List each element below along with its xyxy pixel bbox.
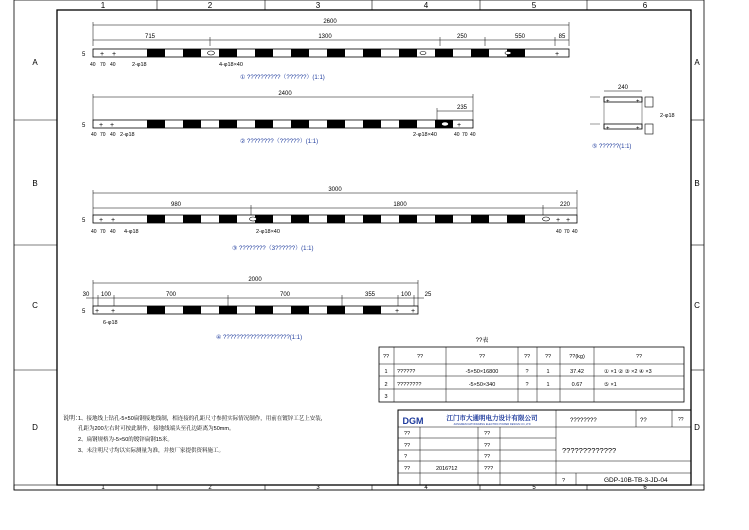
bom-header-no: ?? bbox=[382, 354, 390, 360]
v2-stripes bbox=[147, 120, 453, 128]
v2-end-dim-r3: 40 bbox=[470, 132, 476, 138]
col-label-3: 3 bbox=[315, 1, 321, 10]
company-name: 江门市大通明电力设计有限公司 bbox=[446, 415, 538, 422]
bom-r2-name: ???????? bbox=[397, 382, 422, 388]
tb-cell-r4: ?? bbox=[404, 466, 411, 472]
paint-stripe bbox=[507, 215, 525, 223]
v3-label-slots: 2-φ18×40 bbox=[256, 229, 280, 235]
v3-slot-hole-2 bbox=[543, 217, 550, 221]
view-1 bbox=[82, 19, 569, 81]
paint-stripe bbox=[399, 215, 417, 223]
notes-line-2: 孔距为200左右时可按此制作，接地线端头至孔边距离为50mm。 bbox=[78, 426, 235, 432]
bom-header-spec: ?? bbox=[478, 354, 486, 360]
v4-hole-marker-2: + bbox=[111, 308, 116, 315]
v4-dim-100a: 100 bbox=[100, 292, 112, 298]
tb-cell-r1b: ?? bbox=[484, 431, 491, 437]
tb-cell-design: ?? bbox=[640, 418, 647, 424]
paint-stripe bbox=[147, 215, 165, 223]
paint-stripe bbox=[183, 215, 201, 223]
col-label-bottom-3: 3 bbox=[316, 485, 320, 491]
view-2 bbox=[82, 91, 476, 145]
v1-hole-marker-1: + bbox=[100, 51, 105, 58]
paint-stripe bbox=[363, 306, 381, 314]
bom-header-unit: ?? bbox=[523, 354, 531, 360]
bom-r2-spec: -5×50×340 bbox=[468, 382, 496, 388]
paint-stripe bbox=[183, 49, 201, 57]
notes-block bbox=[63, 414, 326, 454]
paint-stripe bbox=[363, 215, 381, 223]
bom-r1-unit: ? bbox=[525, 369, 529, 375]
col-label-bottom-4: 4 bbox=[424, 485, 428, 491]
v3-end-dim-l2: 70 bbox=[100, 229, 106, 235]
v3-dim-980: 980 bbox=[170, 202, 182, 208]
v2-caption: ② ????????（??????）(1:1) bbox=[240, 139, 319, 145]
col-label-6: 6 bbox=[642, 1, 648, 10]
paint-stripe bbox=[219, 215, 237, 223]
v1-dim-550: 550 bbox=[514, 34, 526, 40]
v1-end-dim-3: 40 bbox=[110, 62, 116, 68]
v5-hole-marker-3: + bbox=[606, 126, 610, 132]
bom-header-remark: ?? bbox=[635, 354, 643, 360]
col-label-bottom-2: 2 bbox=[208, 485, 212, 491]
col-label-bottom-5: 5 bbox=[532, 485, 536, 491]
v1-slot-hole bbox=[208, 51, 215, 55]
v1-caption: ① ??????????（??????）(1:1) bbox=[240, 75, 325, 81]
row-label-d-right: D bbox=[694, 423, 700, 432]
v5-side-bar-top bbox=[645, 97, 653, 107]
v5-width-dim: 240 bbox=[617, 85, 629, 91]
v4-dim-700a: 700 bbox=[165, 292, 177, 298]
col-label-1: 1 bbox=[100, 1, 106, 10]
bom-r2-weight: 0.67 bbox=[571, 382, 583, 388]
v3-end-dim-r1: 40 bbox=[556, 229, 562, 235]
bom-r2-qty: 1 bbox=[546, 382, 550, 388]
company-logo: DGM bbox=[402, 416, 424, 426]
v4-hole-marker-5: + bbox=[395, 308, 400, 315]
paint-stripe bbox=[255, 306, 273, 314]
v4-stripes bbox=[147, 306, 381, 314]
paint-stripe bbox=[147, 120, 165, 128]
v1-stripes bbox=[147, 49, 525, 57]
v1-dim-715: 715 bbox=[144, 34, 156, 40]
v1-end-dim-1: 40 bbox=[90, 62, 96, 68]
v3-total-dim: 3000 bbox=[328, 187, 342, 193]
v2-hole-marker-1: + bbox=[99, 122, 104, 129]
bottom-border-strip bbox=[14, 485, 704, 490]
col-label-2: 2 bbox=[207, 1, 213, 10]
v2-end-dim-r2: 70 bbox=[462, 132, 468, 138]
drawing-title: ????????????? bbox=[562, 446, 617, 455]
paint-stripe bbox=[255, 120, 273, 128]
col-label-4: 4 bbox=[423, 1, 429, 10]
view-3 bbox=[82, 187, 578, 252]
v2-end-dim-l3: 40 bbox=[110, 132, 116, 138]
paint-stripe bbox=[291, 120, 309, 128]
v1-dim-1300: 1300 bbox=[318, 34, 332, 40]
row-label-a-right: A bbox=[694, 58, 700, 67]
v5-side-bar-bottom bbox=[645, 124, 653, 134]
col-label-bottom-1: 1 bbox=[101, 485, 105, 491]
v4-dim-30: 30 bbox=[82, 292, 90, 298]
bom-header-name: ?? bbox=[416, 354, 424, 360]
paint-stripe bbox=[327, 120, 345, 128]
col-label-bottom-6: 6 bbox=[643, 485, 647, 491]
v4-dim-700b: 700 bbox=[279, 292, 291, 298]
v3-end-dim-l3: 40 bbox=[110, 229, 116, 235]
v3-hole-marker-2: + bbox=[111, 217, 116, 224]
v5-caption: ⑤ ??????(1:1) bbox=[592, 144, 632, 150]
paint-stripe bbox=[471, 49, 489, 57]
company-name-en: JIANGMEN DATONGMING ELECTRIC POWER DESIGN CO.,LTD bbox=[453, 423, 531, 426]
v1-dim-85: 85 bbox=[558, 34, 566, 40]
paint-stripe bbox=[327, 215, 345, 223]
bom-r1-weight: 37.42 bbox=[570, 369, 584, 375]
paint-stripe bbox=[291, 49, 309, 57]
v2-hole-marker-3: + bbox=[457, 122, 462, 129]
v3-end-dim-r2: 70 bbox=[564, 229, 570, 235]
paint-stripe bbox=[327, 49, 345, 57]
notes-line-3: 2、扁钢规格为-5×50的镀锌扁钢15米。 bbox=[78, 437, 173, 443]
bom-r1-no: 1 bbox=[384, 369, 388, 375]
v1-slot-hole-3 bbox=[505, 52, 511, 55]
bom-header-qty: ?? bbox=[544, 354, 552, 360]
row-label-b-right: B bbox=[694, 179, 700, 188]
paint-stripe bbox=[147, 49, 165, 57]
tb-cell-r3: ? bbox=[404, 454, 408, 460]
bom-table bbox=[379, 336, 684, 402]
paint-stripe bbox=[147, 306, 165, 314]
v5-hole-marker-4: + bbox=[636, 126, 640, 132]
v3-dim-1800: 1800 bbox=[393, 202, 407, 208]
row-label-b-left: B bbox=[32, 179, 38, 188]
v2-dim-235: 235 bbox=[456, 105, 468, 111]
v5-hole-marker-1: + bbox=[606, 99, 610, 105]
v4-hole-marker-4: + bbox=[339, 308, 344, 315]
v3-end-dim-r3: 40 bbox=[572, 229, 578, 235]
paint-stripe bbox=[471, 215, 489, 223]
paint-stripe bbox=[399, 49, 417, 57]
paint-stripe bbox=[363, 120, 381, 128]
v1-label-slots: 4-φ18×40 bbox=[219, 62, 243, 68]
tb-cell-r3b: ?? bbox=[484, 454, 491, 460]
bom-header-weight: ??(kg) bbox=[569, 354, 585, 360]
paint-stripe bbox=[255, 49, 273, 57]
row-label-c-right: C bbox=[694, 301, 700, 310]
v4-dim-355: 355 bbox=[364, 292, 376, 298]
drawing-number: GDP-10B-TB-3-JD-04 bbox=[604, 477, 668, 484]
bom-r2-unit: ? bbox=[525, 382, 529, 388]
v3-dim-220: 220 bbox=[559, 202, 571, 208]
tb-cell-phase: ?? bbox=[678, 417, 684, 423]
v4-total-dim: 2000 bbox=[248, 277, 262, 283]
paint-stripe bbox=[291, 215, 309, 223]
v4-thickness: 5 bbox=[82, 309, 86, 315]
paint-stripe bbox=[183, 120, 201, 128]
v2-slot-hole bbox=[442, 122, 449, 126]
v5-label-holes: 2-φ18 bbox=[660, 113, 675, 119]
view-4 bbox=[82, 277, 432, 341]
title-block bbox=[398, 410, 691, 485]
paint-stripe bbox=[219, 120, 237, 128]
bom-r1-spec: -5×50×16800 bbox=[465, 369, 499, 375]
paint-stripe bbox=[219, 49, 237, 57]
v4-dim-25: 25 bbox=[424, 292, 432, 298]
drawing-date: 2016?12 bbox=[436, 466, 458, 472]
tb-cell-r1: ?? bbox=[404, 431, 411, 437]
row-label-a-left: A bbox=[32, 58, 38, 67]
notes-line-1: 1、接地线上钻孔-5×50扁钢接地线制，相连接的孔距尺寸参照实际情况制作，用前在镀锌工艺上安装， bbox=[78, 416, 327, 422]
paint-stripe bbox=[435, 215, 453, 223]
v1-hole-marker-3: + bbox=[555, 51, 560, 58]
paint-stripe bbox=[291, 306, 309, 314]
v1-hole-marker-2: + bbox=[112, 51, 117, 58]
v1-slot-hole-2 bbox=[420, 52, 426, 55]
v3-hole-marker-4: + bbox=[566, 217, 571, 224]
v4-dim-100b: 100 bbox=[400, 292, 412, 298]
paint-stripe bbox=[255, 215, 273, 223]
bom-r1-qty: 1 bbox=[546, 369, 550, 375]
tb-cell-scale: ? bbox=[562, 478, 566, 484]
v1-thickness: 5 bbox=[82, 52, 86, 58]
v3-label-holes: 4-φ18 bbox=[124, 229, 139, 235]
v2-end-dim-l1: 40 bbox=[91, 132, 97, 138]
tb-cell-r2b: ?? bbox=[484, 443, 491, 449]
v2-label-slots: 2-φ18×40 bbox=[413, 132, 437, 138]
v3-caption: ③ ????????（3??????）(1:1) bbox=[232, 246, 314, 252]
notes-title: 说明： bbox=[63, 416, 82, 422]
bom-r2-remark: ⑤ ×1 bbox=[604, 382, 617, 388]
v2-total-dim: 2400 bbox=[278, 91, 292, 97]
bom-r3-no: 3 bbox=[384, 394, 388, 400]
v3-end-dim-l1: 40 bbox=[91, 229, 97, 235]
v4-hole-marker-6: + bbox=[411, 308, 416, 315]
v4-hole-marker-3: + bbox=[225, 308, 230, 315]
bom-r1-name: ?????? bbox=[397, 369, 416, 375]
bom-title: ??表 bbox=[475, 338, 489, 344]
v2-label-holes: 2-φ18 bbox=[120, 132, 135, 138]
row-label-c-left: C bbox=[32, 301, 38, 310]
v1-total-dim: 2600 bbox=[323, 19, 337, 25]
v4-label-holes: 6-φ18 bbox=[103, 320, 118, 326]
notes-line-4: 3、未注明尺寸均以实际测量为准，并按厂家提供资料施工。 bbox=[78, 448, 225, 454]
v2-hole-marker-2: + bbox=[110, 122, 115, 129]
project-name: ???????? bbox=[570, 418, 597, 424]
v3-stripes bbox=[147, 215, 525, 223]
row-label-d-left: D bbox=[32, 423, 38, 432]
paint-stripe bbox=[363, 49, 381, 57]
v3-thickness: 5 bbox=[82, 218, 86, 224]
v2-thickness: 5 bbox=[82, 123, 86, 129]
paint-stripe bbox=[183, 306, 201, 314]
v2-end-dim-r1: 40 bbox=[454, 132, 460, 138]
bom-r2-no: 2 bbox=[384, 382, 388, 388]
col-label-5: 5 bbox=[531, 1, 537, 10]
v3-hole-marker-3: + bbox=[556, 217, 561, 224]
v1-end-dim-2: 70 bbox=[100, 62, 106, 68]
v1-dim-250: 250 bbox=[456, 34, 468, 40]
v1-label-holes: 2-φ18 bbox=[132, 62, 147, 68]
tb-cell-r2: ?? bbox=[404, 443, 411, 449]
bom-r1-remark: ① ×1 ② ③ ×2 ④ ×3 bbox=[604, 369, 652, 375]
inner-frame bbox=[57, 10, 691, 485]
v3-slot-hole-1 bbox=[250, 217, 257, 221]
view-5 bbox=[590, 85, 675, 150]
tb-cell-r4b: ??? bbox=[484, 466, 494, 472]
v4-caption: ④ ????????????????????(1:1) bbox=[216, 335, 303, 341]
v2-end-dim-l2: 70 bbox=[100, 132, 106, 138]
v5-hole-marker-2: + bbox=[636, 99, 640, 105]
v3-hole-marker-1: + bbox=[99, 217, 104, 224]
paint-stripe bbox=[435, 49, 453, 57]
v4-hole-marker-1: + bbox=[95, 308, 100, 315]
paint-stripe bbox=[399, 120, 417, 128]
